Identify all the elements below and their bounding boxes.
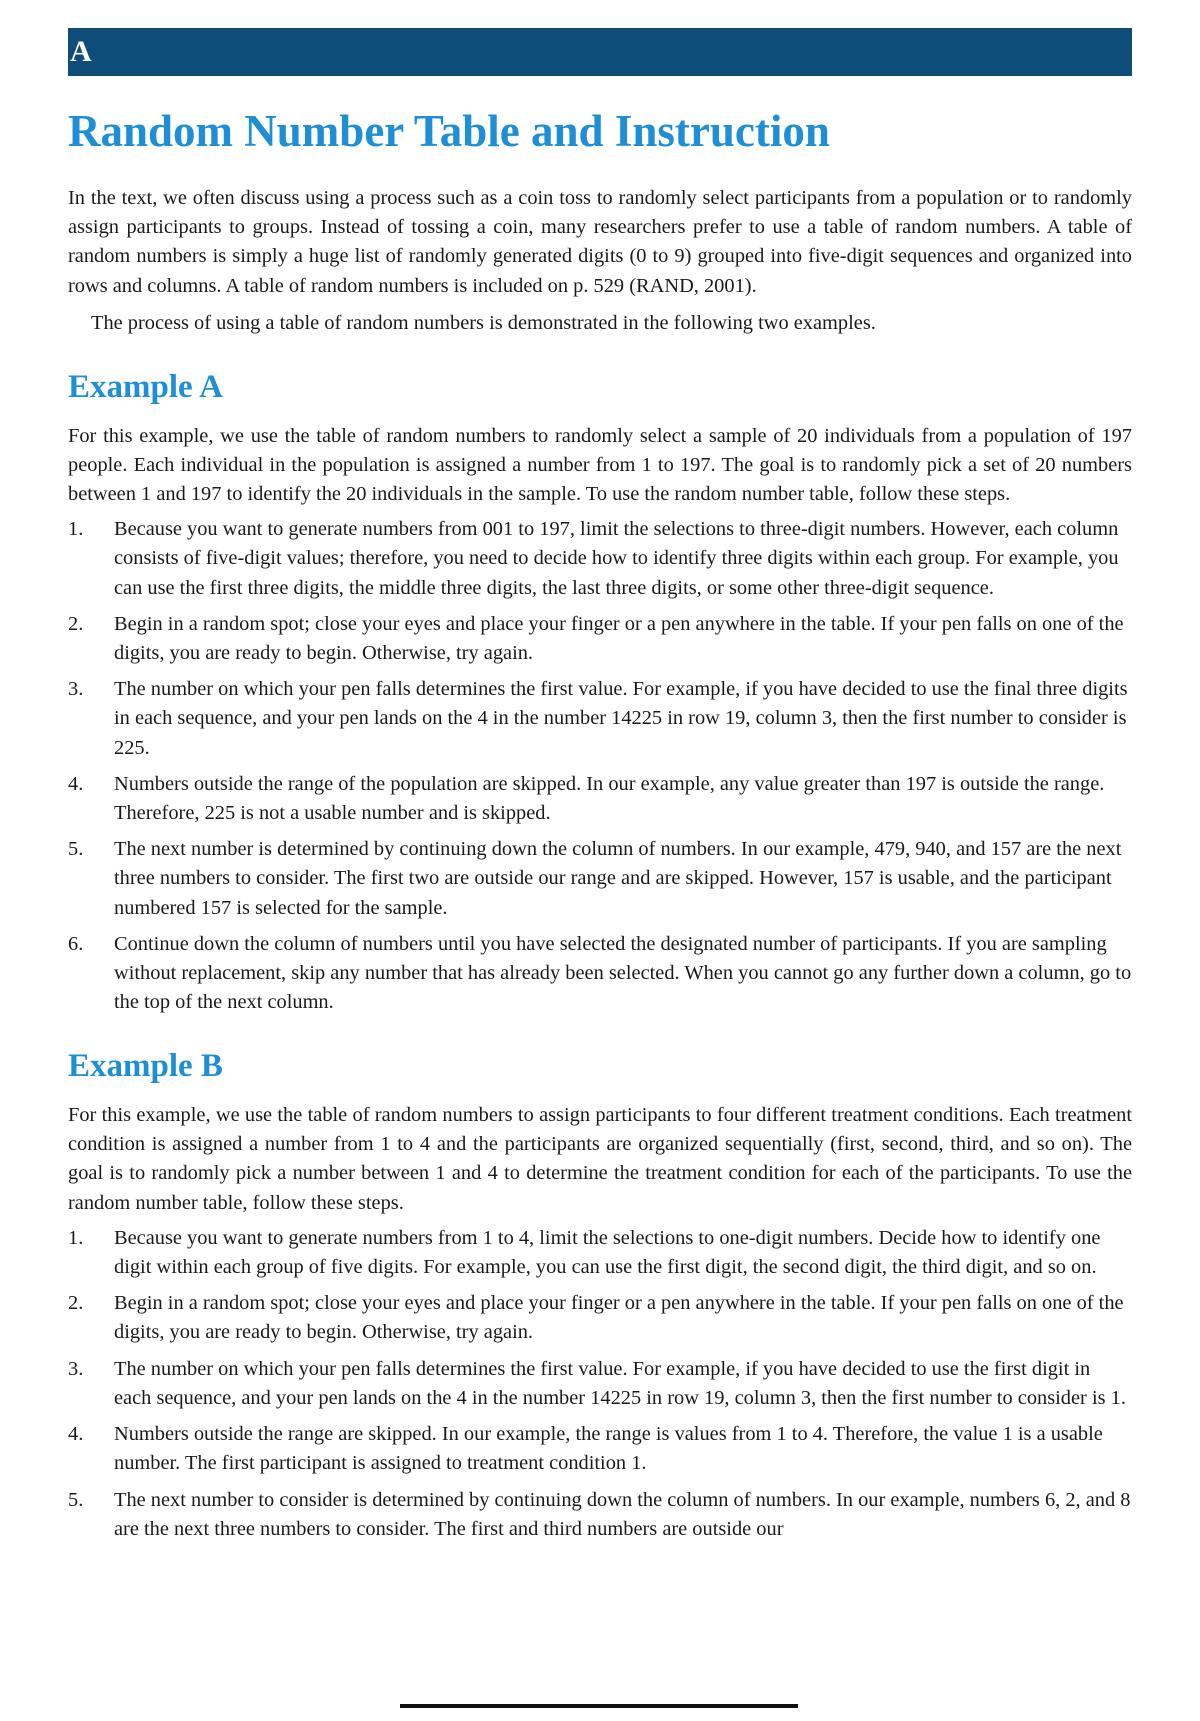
scroll-indicator-bar — [400, 1704, 798, 1708]
intro-paragraph: In the text, we often discuss using a process such as a coin toss to randomly select participants from a population or to randomly assign participants to groups. Instead of tossing a coin, many researchers prefer to use a table of random numbers. A table of random numbers is simply a huge list of randomly generated digits (0 to 9) grouped into five-digit sequences and organized into rows and columns. A table of random numbers is included on p. 529 (RAND, 2001). — [68, 187, 1132, 297]
example-a-intro: For this example, we use the table of random numbers to randomly select a sample of 20 individuals from a population of 197 people. Each individual in the population is assigned a number from 1 to 197. The goal is to randomly pick a set of 20 numbers between 1 and 197 to identify the 20 individuals in the sample. To use the random number table, follow these steps. — [68, 424, 1132, 506]
step-text: The next number is determined by continuing down the column of numbers. In our example, 479, 940, and 157 are the next three numbers to consider. The first two are outside our range and are skipped. However, 157 is usable, and the participant numbered 157 is selected for the sample. — [114, 838, 1122, 919]
step-number: 4. — [68, 772, 84, 795]
page-title: Random Number Table and Instruction — [68, 106, 830, 156]
list-item — [68, 770, 1132, 828]
document-page — [68, 28, 1132, 1551]
step-text: Begin in a random spot; close your eyes and place your finger or a pen anywhere in the table. If your pen falls on one of the digits, you are ready to begin. Otherwise, try again. — [114, 612, 1124, 665]
step-number: 4. — [68, 1423, 84, 1446]
step-number: 2. — [68, 1292, 84, 1315]
list-item — [68, 610, 1132, 668]
step-text: Numbers outside the range of the population are skipped. In our example, any value greater than 197 is outside the range. Therefore, 225 is not a usable number and is skipped. — [114, 772, 1105, 825]
section-heading-example-a: Example A — [68, 369, 223, 406]
list-item — [68, 1486, 1132, 1544]
step-text: Numbers outside the range are skipped. In our example, the range is values from 1 to 4. Therefore, the value 1 is a usable number. The first participant is assigned to treatment condition 1. — [114, 1423, 1103, 1475]
appendix-header-bar — [68, 28, 1132, 76]
list-item — [68, 1355, 1132, 1413]
example-b-steps — [68, 1224, 1132, 1544]
step-text: The number on which your pen falls determines the first value. For example, if you have decided to use the first digit in each sequence, and your pen lands on the 4 in the number 14225 in row 19, column 3, then the first number to consider is 1. — [114, 1357, 1126, 1409]
step-text: Begin in a random spot; close your eyes and place your finger or a pen anywhere in the table. If your pen falls on one of the digits, you are ready to begin. Otherwise, try again. — [114, 1292, 1124, 1344]
step-number: 5. — [68, 838, 84, 861]
step-number: 2. — [68, 612, 84, 635]
step-number: 3. — [68, 678, 84, 701]
appendix-letter: A — [70, 35, 92, 68]
step-number: 5. — [68, 1488, 84, 1511]
step-number: 1. — [68, 518, 84, 541]
list-item — [68, 1289, 1132, 1347]
example-b-intro: For this example, we use the table of random numbers to assign participants to four different treatment conditions. Each treatment condition is assigned a number from 1 to 4 and the participants are organized sequentially (first, second, third, and so on). The goal is to randomly pick a number between 1 and 4 to determine the treatment condition for each of the participants. To use the random number table, follow these steps. — [68, 1104, 1132, 1214]
step-text: Because you want to generate numbers from 1 to 4, limit the selections to one-digit numbers. Decide how to identify one digit within each group of five digits. For example, you can use the first digit, the second digit, the third digit, and so on. — [114, 1226, 1101, 1279]
example-a-steps — [68, 515, 1132, 1017]
list-item — [68, 835, 1132, 923]
step-text: The number on which your pen falls determines the first value. For example, if you have decided to use the final three digits in each sequence, and your pen lands on the 4 in the number 14225 in row 19, column 3, then the first number to consider is 225. — [114, 678, 1128, 759]
step-number: 1. — [68, 1226, 84, 1249]
list-item — [68, 1420, 1132, 1478]
step-number: 3. — [68, 1357, 84, 1380]
step-text: The next number to consider is determined by continuing down the column of numbers. In our example, numbers 6, 2, and 8 are the next three numbers to consider. The first and third numbers are outside our — [114, 1488, 1131, 1540]
intro-paragraph-2: The process of using a table of random numbers is demonstrated in the following two examples. — [91, 311, 876, 334]
list-item — [68, 515, 1132, 603]
list-item — [68, 930, 1132, 1018]
step-number: 6. — [68, 932, 84, 955]
list-item — [68, 1224, 1132, 1282]
list-item — [68, 675, 1132, 763]
section-heading-example-b: Example B — [68, 1048, 223, 1085]
step-text: Because you want to generate numbers from 001 to 197, limit the selections to three-digit numbers. However, each column consists of five-digit values; therefore, you need to decide how to identify three digits within each group. For example, you can use the first three digits, the middle three digits, the last three digits, or some other three-digit sequence. — [114, 518, 1119, 599]
step-text: Continue down the column of numbers until you have selected the designated number of participants. If you are sampling without replacement, skip any number that has already been selected. When you cannot go any further down a column, go to the top of the next column. — [114, 932, 1132, 1014]
